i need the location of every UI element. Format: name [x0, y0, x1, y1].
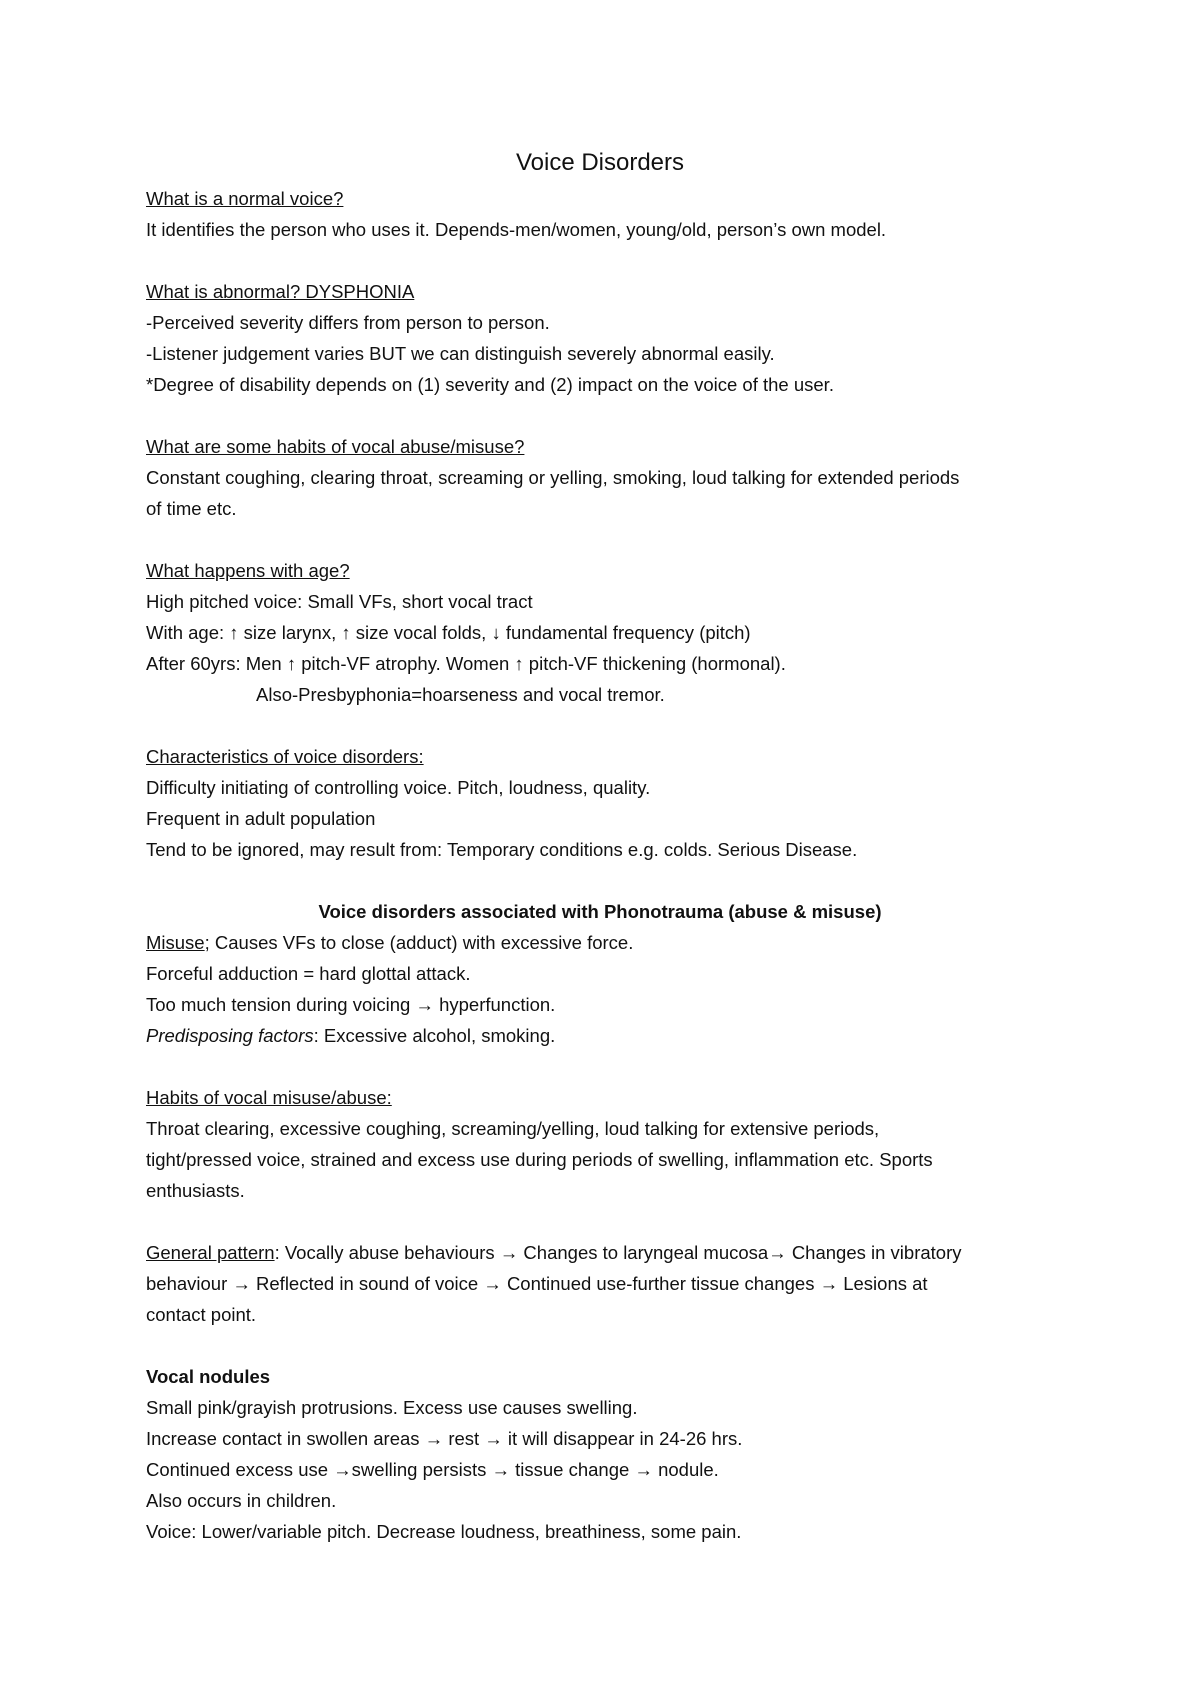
misuse-label: Misuse — [146, 932, 205, 953]
general-pattern-line-2: behaviour → Reflected in sound of voice → Continued use-further tissue changes → Lesions at — [146, 1273, 928, 1294]
normal-voice-heading: What is a normal voice? — [146, 188, 344, 209]
vocal-nodules-line-3: Continued excess use →swelling persists → tissue change → nodule. — [146, 1459, 719, 1480]
habits-section — [146, 431, 1080, 462]
abnormal-heading: What is abnormal? DYSPHONIA — [146, 281, 415, 302]
abnormal-line-3: *Degree of disability depends on (1) severity and (2) impact on the voice of the user. — [146, 374, 834, 395]
misuse-text: ; Causes VFs to close (adduct) with excessive force. — [204, 932, 634, 953]
characteristics-section — [146, 741, 1080, 772]
age-line-4: Also-Presbyphonia=hoarseness and vocal tremor. — [256, 684, 665, 705]
habits-heading: What are some habits of vocal abuse/misuse? — [146, 436, 525, 457]
general-pattern-text: : Vocally abuse behaviours → Changes to laryngeal mucosa→ Changes in vibratory — [274, 1242, 962, 1263]
age-heading: What happens with age? — [146, 560, 350, 581]
misuse-habits-line-1: Throat clearing, excessive coughing, screaming/yelling, loud talking for extensive periods, — [146, 1118, 880, 1139]
spacer — [146, 865, 1080, 896]
phonotrauma-line-2: Forceful adduction = hard glottal attack. — [146, 963, 471, 984]
characteristics-line-3: Tend to be ignored, may result from: Temporary conditions e.g. colds. Serious Disease. — [146, 839, 858, 860]
spacer — [146, 710, 1080, 741]
abnormal-section — [146, 276, 1080, 307]
phonotrauma-line-3: Too much tension during voicing → hyperfunction. — [146, 994, 556, 1015]
general-pattern-line-1 — [146, 1237, 1080, 1268]
characteristics-line-1: Difficulty initiating of controlling voice. Pitch, loudness, quality. — [146, 777, 651, 798]
general-pattern-label: General pattern — [146, 1242, 275, 1263]
habits-line-2: of time etc. — [146, 498, 237, 519]
vocal-nodules-line-5: Voice: Lower/variable pitch. Decrease loudness, breathiness, some pain. — [146, 1521, 742, 1542]
spacer — [146, 524, 1080, 555]
general-pattern-line-3: contact point. — [146, 1304, 257, 1325]
misuse-habits-line-3: enthusiasts. — [146, 1180, 245, 1201]
abnormal-line-1: -Perceived severity differs from person to person. — [146, 312, 550, 333]
age-line-3: After 60yrs: Men ↑ pitch-VF atrophy. Women ↑ pitch-VF thickening (hormonal). — [146, 653, 786, 674]
spacer — [146, 245, 1080, 276]
characteristics-heading: Characteristics of voice disorders: — [146, 746, 424, 767]
predisposing-text: : Excessive alcohol, smoking. — [313, 1025, 556, 1046]
age-section — [146, 555, 1080, 586]
spacer — [146, 1206, 1080, 1237]
misuse-habits-heading: Habits of vocal misuse/abuse: — [146, 1087, 392, 1108]
normal-voice-text: It identifies the person who uses it. Depends-men/women, young/old, person’s own model. — [146, 219, 887, 240]
spacer — [146, 400, 1080, 431]
document-title: Voice Disorders — [515, 149, 685, 176]
misuse-habits-section — [146, 1082, 1080, 1113]
spacer — [146, 1330, 1080, 1361]
abnormal-line-2: -Listener judgement varies BUT we can distinguish severely abnormal easily. — [146, 343, 775, 364]
phonotrauma-heading: Voice disorders associated with Phonotrauma (abuse & misuse) — [318, 901, 882, 922]
predisposing-line — [146, 1020, 1080, 1051]
vocal-nodules-heading: Vocal nodules — [146, 1366, 271, 1387]
vocal-nodules-line-4: Also occurs in children. — [146, 1490, 337, 1511]
predisposing-label: Predisposing factors — [146, 1025, 314, 1046]
characteristics-line-2: Frequent in adult population — [146, 808, 376, 829]
age-line-2: With age: ↑ size larynx, ↑ size vocal folds, ↓ fundamental frequency (pitch) — [146, 622, 751, 643]
vocal-nodules-line-1: Small pink/grayish protrusions. Excess use causes swelling. — [146, 1397, 638, 1418]
vocal-nodules-line-2: Increase contact in swollen areas → rest → it will disappear in 24-26 hrs. — [146, 1428, 743, 1449]
misuse-habits-line-2: tight/pressed voice, strained and excess use during periods of swelling, inflammation etc. Sports — [146, 1149, 933, 1170]
misuse-line — [146, 927, 1080, 958]
habits-line-1: Constant coughing, clearing throat, screaming or yelling, smoking, loud talking for extended periods — [146, 467, 960, 488]
spacer — [146, 1051, 1080, 1082]
normal-voice-section — [146, 183, 1080, 214]
age-line-1: High pitched voice: Small VFs, short vocal tract — [146, 591, 533, 612]
